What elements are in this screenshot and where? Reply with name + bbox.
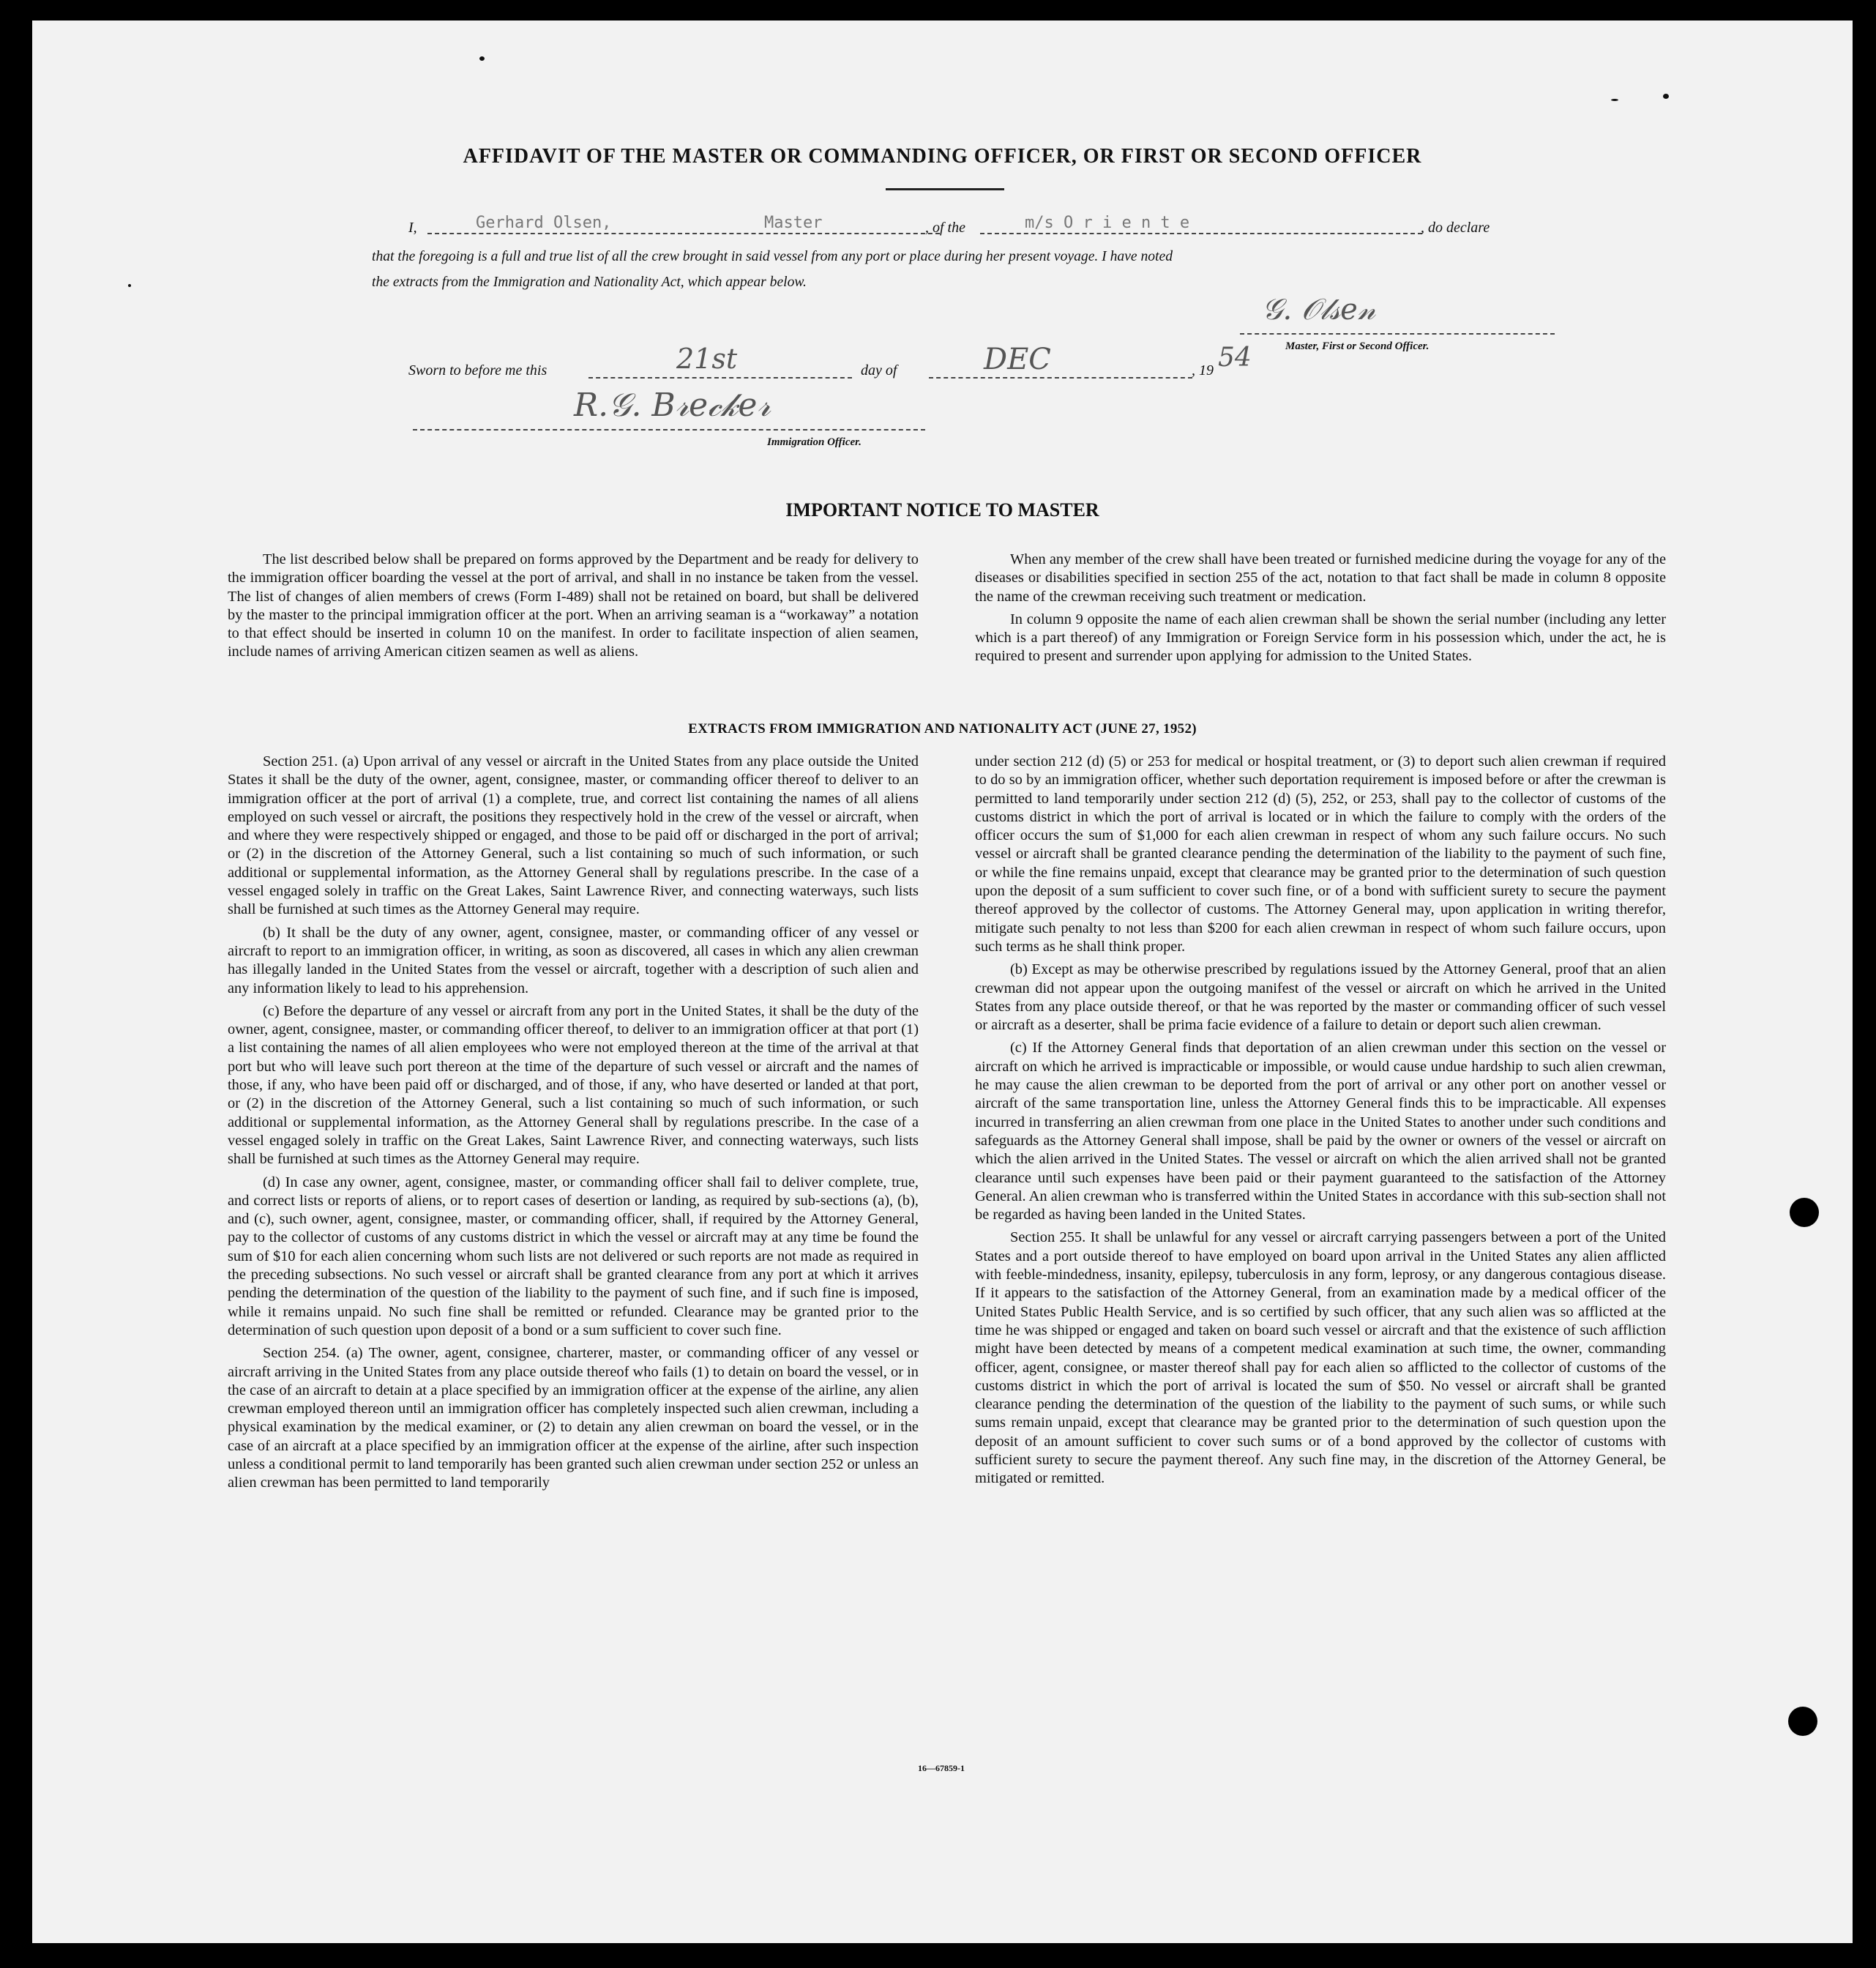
immigration-officer-line	[413, 429, 925, 430]
extract-paragraph: Section 254. (a) The owner, agent, consignee, charterer, master, or commanding officer of any vessel or aircraft arriving in the United States from any place outside thereof who fails (1) to detain on board the vessel, or in the case of an aircraft to detain at a place specified by an immigration officer at the expense of the airline, any alien crewman employed thereon until an immigration officer has completely inspected such alien crewman, including a physical examination by the medical examiner, or (2) to detain any alien crewman on board the vessel, or in the case of an aircraft at a place specified by an immigration officer at the expense of the airline, after such inspection unless a conditional permit to land temporarily has been granted such alien crewman under section 252 or unless an alien crewman has been permitted to land temporarily	[228, 1345, 919, 1491]
extract-paragraph: (b) It shall be the duty of any owner, agent, consignee, master, or commanding officer of any vessel or aircraft to report to an immigration officer, in writing, as soon as discovered, all cases in which any alien crewman has illegally landed in the United States from the vessel or aircraft, together with a description of such alien and any information likely to lead to his apprehension.	[228, 924, 919, 996]
day-of-label: day of	[861, 362, 897, 379]
month-field: DEC	[984, 343, 1051, 376]
affidavit-body-line-1: that the foregoing is a full and true list of all the crew brought in said vessel from any port or place during her present voyage. I have noted	[372, 249, 1173, 264]
notice-left-column	[228, 551, 919, 662]
notice-right-column	[975, 551, 1666, 666]
sworn-day-line	[588, 377, 852, 379]
rank-field: Master	[764, 214, 823, 232]
punch-hole	[1790, 1198, 1819, 1227]
form-code: 16—67859-1	[918, 1763, 965, 1773]
scan-speck	[1611, 99, 1618, 101]
scan-speck	[1663, 94, 1669, 99]
extracts-right-column	[975, 753, 1666, 1488]
title-rule	[886, 188, 1004, 190]
officer-signature: 𝒢. 𝒪𝓁𝓈𝑒𝓃	[1262, 293, 1376, 327]
sworn-day-field: 21st	[676, 343, 738, 375]
year-field: 54	[1218, 343, 1252, 373]
extracts-title: EXTRACTS FROM IMMIGRATION AND NATIONALITY ACT (JUNE 27, 1952)	[688, 721, 1197, 737]
i-label: I,	[408, 220, 417, 236]
name-rank-line	[427, 233, 940, 234]
officer-caption: Master, First or Second Officer.	[1285, 340, 1430, 352]
notice-paragraph: When any member of the crew shall have been treated or furnished medicine during the voyage for any of the diseases or disabilities specified in section 255 of the act, notation to that fact shall be made in column 8 opposite the name of the crewman receiving such treatment or medication.	[975, 551, 1666, 605]
extract-paragraph: (d) In case any owner, agent, consignee, master, or commanding officer shall fail to deliver complete, true, and correct lists or reports of aliens, or to report cases of desertion or landing, as required by sub-sections (a), (b), and (c), such owner, agent, consignee, master, or commanding officer, shall, if required by the Attorney General, pay to the collector of customs of any customs district in which the vessel or aircraft may at any time be found the sum of $10 for each alien concerning whom such lists are not delivered or such reports are not made as required in the preceding subsections. No such vessel or aircraft shall be granted clearance from any port at which it arrives pending the determination of the question of the liability to the payment of such fine, and if such fine is imposed, while it remains unpaid. No such fine shall be remitted or refunded. Clearance may be granted prior to the determination of such question upon deposit of a bond or a sum sufficient to cover such fine.	[228, 1174, 919, 1338]
scan-speck	[128, 284, 131, 287]
extract-paragraph: Section 255. It shall be unlawful for any vessel or aircraft carrying passengers between a port of the United States and a port outside thereof to have employed on board upon arrival in the United States any alien afflicted with feeble-mindedness, insanity, epilepsy, tuberculosis in any form, leprosy, or any dangerous contagious disease. If it appears to the satisfaction of the Attorney General, from an examination made by a medical officer of the United States Public Health Service, and is so certified by such officer, that any such alien was so afflicted at the time he was shipped or engaged and taken on board such vessel or aircraft and that the existence of such affliction might have been detected by means of a competent medical examination at such time, the owner, commanding officer, agent, consignee, or master thereof shall pay for each alien so afflicted to the collector of customs of the customs district in which the port of arrival is located the sum of $50. No vessel or aircraft shall be granted clearance pending the determination of the question of the liability to the payment of such sums, or while such sums remain unpaid, except that clearance may be granted prior to the determination of such question upon the deposit of an amount sufficient to cover such sums or of a bond approved by the collector of customs with sufficient surety to secure the payment thereof. Any such fine may, in the discretion of the Attorney General, be mitigated or remitted.	[975, 1229, 1666, 1487]
affidavit-title: AFFIDAVIT OF THE MASTER OR COMMANDING OFFICER, OR FIRST OR SECOND OFFICER	[463, 145, 1422, 168]
punch-hole	[1788, 1707, 1817, 1736]
sworn-label: Sworn to before me this	[408, 362, 548, 379]
of-the-label: , of the	[925, 220, 965, 236]
notice-paragraph: In column 9 opposite the name of each alien crewman shall be shown the serial number (including any letter which is a part thereof) of any Immigration or Foreign Service form in his possession which, under the act, he is required to present and surrender upon applying for admission to the United States.	[975, 611, 1666, 665]
do-declare-label: , do declare	[1421, 220, 1490, 236]
affidavit-body-line-2: the extracts from the Immigration and Nationality Act, which appear below.	[372, 275, 807, 290]
scan-speck	[479, 56, 485, 61]
extract-paragraph: (c) Before the departure of any vessel or aircraft from any port in the United States, it shall be the duty of the owner, agent, consignee, master, or commanding officer thereof, to deliver to an immigration officer at that port (1) a list containing the names of all alien employees who were not employed thereon at the time of the arrival at that port but who will leave such port thereon at the time of the departure of such vessel or aircraft and the names of those, if any, who have been paid off or discharged, and of those, if any, who have deserted or landed at that port, or (2) in the discretion of the Attorney General, such a list containing so much of such information, or such additional or supplemental information, as the Attorney General shall by regulations prescribe. In the case of a vessel engaged solely in traffic on the Great Lakes, Saint Lawrence River, and connecting waterways, such lists shall be furnished at such times as the Attorney General may require.	[228, 1002, 919, 1168]
document-page	[32, 20, 1853, 1943]
extract-paragraph: under section 212 (d) (5) or 253 for medical or hospital treatment, or (3) to deport such alien crewman if required to do so by an immigration officer, whether such deportation requirement is imposed before or after the crewman is permitted to land temporarily under section 212 (d) (5), 252, or 253, shall pay to the collector of customs of the customs district in which the port of arrival is located or in which the failure to comply with the orders of the officer occurs the sum of $1,000 for each alien crewman in respect of whom any such failure occurs. No such vessel or aircraft shall be granted clearance pending the determination of the liability to the payment of such fine, or while the fine remains unpaid, except that clearance may be granted prior to the determination of such question upon the deposit of a sum sufficient to cover such fine, or of a bond with sufficient surety to secure the payment thereof approved by the collector of customs. The Attorney General may, upon application in writing therefor, mitigate such penalty to not less than $200 for each alien crewman in respect of whom such failure occurs, upon such terms as he shall think proper.	[975, 753, 1666, 955]
year-prefix-label: , 19	[1192, 362, 1214, 379]
immigration-officer-caption: Immigration Officer.	[767, 436, 862, 448]
extract-paragraph: (b) Except as may be otherwise prescribed by regulations issued by the Attorney General, proof that an alien crewman did not appear upon the outgoing manifest of the vessel or aircraft on which he arrived in the United States from any place outside thereof, or that he was reported by the master or commanding officer of such vessel or aircraft as a deserter, shall be prima facie evidence of a failure to detain or deport such alien crewman.	[975, 961, 1666, 1034]
officer-signature-line	[1240, 333, 1555, 335]
vessel-field: m/s O r i e n t e	[1025, 214, 1190, 232]
notice-paragraph: The list described below shall be prepared on forms approved by the Department and be ready for delivery to the immigration officer boarding the vessel at the port of arrival, and shall in no instance be taken from the vessel. The list of changes of alien members of crews (Form I-489) shall not be retained on board, but shall be delivered by the master to the principal immigration officer at the port. When an arriving seaman is a “workaway” a notation to that effect should be inserted in column 10 on the manifest. In order to facilitate inspection of alien seamen, include names of arriving American citizen seamen as well as aliens.	[228, 551, 919, 660]
notice-title: IMPORTANT NOTICE TO MASTER	[785, 499, 1099, 521]
vessel-line	[980, 233, 1422, 234]
extract-paragraph: Section 251. (a) Upon arrival of any vessel or aircraft in the United States from any place outside the United States it shall be the duty of the owner, agent, consignee, master, or commanding officer thereof to deliver to an immigration officer at the port of arrival (1) a complete, true, and correct list containing the names of all aliens employed on such vessel or aircraft, the positions they respectively hold in the crew of the vessel or aircraft, when and where they were respectively shipped or engaged, and those to be paid off or discharged in the port of arrival; or (2) in the discretion of the Attorney General, such a list containing so much of such information, or such additional or supplemental information, as the Attorney General shall by regulations prescribe. In the case of a vessel engaged solely in traffic on the Great Lakes, Saint Lawrence River, and connecting waterways, such lists shall be furnished at such times as the Attorney General may require.	[228, 753, 919, 918]
master-name-field: Gerhard Olsen,	[476, 214, 612, 232]
extract-paragraph: (c) If the Attorney General finds that deportation of an alien crewman under this section on the vessel or aircraft on which he arrived is impracticable or impossible, or would cause undue hardship to such alien crewman, he may cause the alien crewman to be deported from the port of arrival or any other port on another vessel or aircraft of the same transportation line, unless the Attorney General finds this to be impracticable. All expenses incurred in transferring an alien crewman from one place in the United States to another under such conditions and safeguards as the Attorney General shall impose, shall be paid by the owner or owners of the vessel or aircraft on which the alien arrived in the United States. The vessel or aircraft on which the alien arrived shall not be granted clearance until such expenses have been paid or their payment guaranteed to the satisfaction of the Attorney General. An alien crewman who is transferred within the United States in accordance with this sub-section shall not be regarded as having been landed in the United States.	[975, 1040, 1666, 1223]
immigration-officer-signature: 𝑅.𝒢. 𝐵𝓇𝑒𝒸𝓀𝑒𝓇	[574, 387, 771, 424]
month-line	[929, 377, 1192, 379]
extracts-left-column	[228, 753, 919, 1493]
